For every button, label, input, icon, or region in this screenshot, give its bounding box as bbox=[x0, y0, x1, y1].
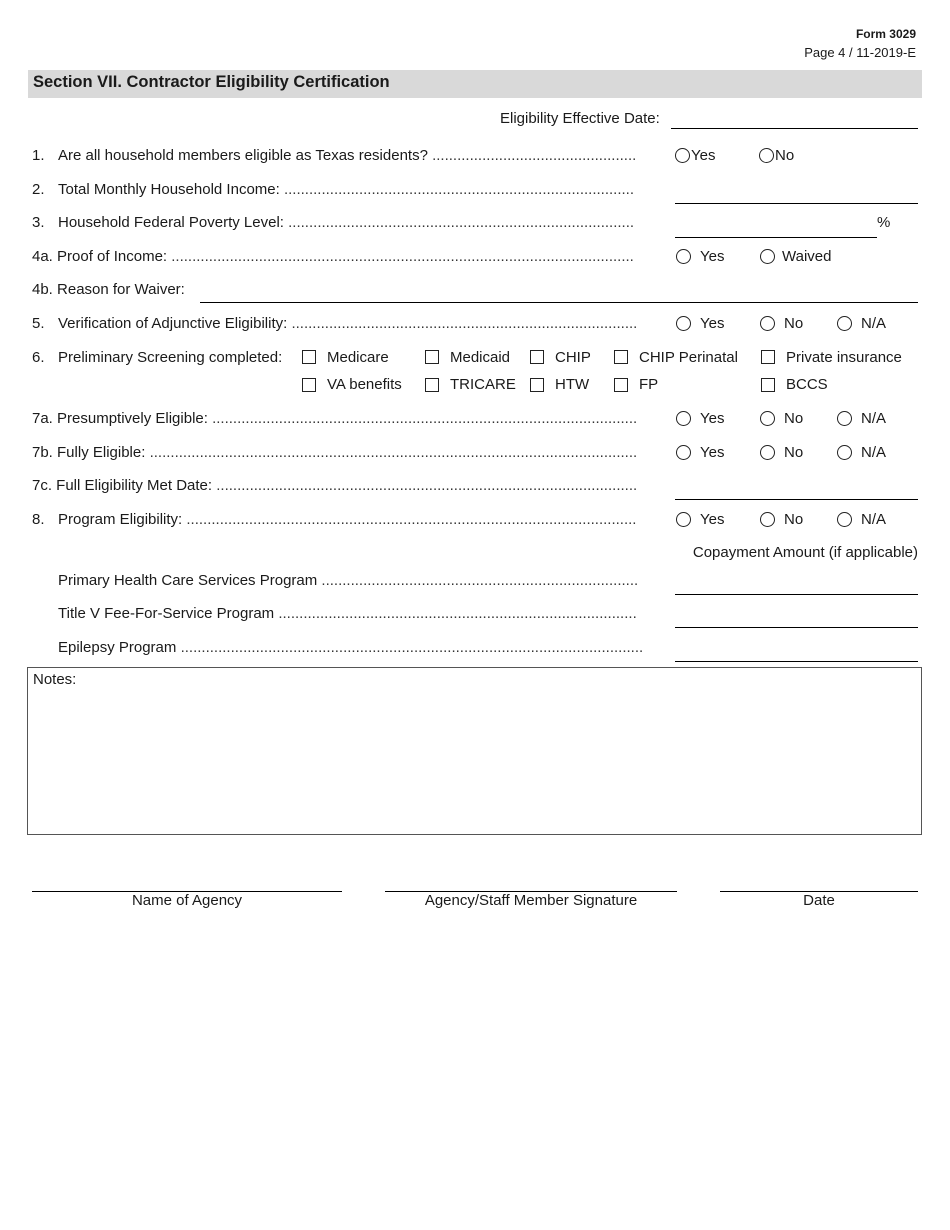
q6-fp-checkbox[interactable] bbox=[614, 378, 628, 392]
q7b-leader-dots: ..................................................................................................................... bbox=[149, 444, 638, 461]
q6-tricare-label: TRICARE bbox=[450, 376, 516, 393]
q6-bccs-checkbox[interactable] bbox=[761, 378, 775, 392]
q7a-leader-dots: ...................................................................................................... bbox=[212, 410, 638, 427]
q6-chip-perinatal-checkbox[interactable] bbox=[614, 350, 628, 364]
q5-label bbox=[58, 315, 664, 332]
program-epilepsy-copay-field[interactable] bbox=[675, 661, 918, 662]
program-title-v-dots: ...................................................................................... bbox=[278, 605, 637, 622]
q7c-label bbox=[32, 477, 664, 494]
q6-va-benefits-label: VA benefits bbox=[327, 376, 402, 393]
q7b-label bbox=[32, 444, 664, 461]
q2-number: 2. bbox=[32, 181, 45, 198]
q3-leader-dots: ................................................................................... bbox=[288, 214, 635, 231]
q4a-yes-radio[interactable] bbox=[676, 249, 691, 264]
q6-private-insurance-label: Private insurance bbox=[786, 349, 902, 366]
q7a-label bbox=[32, 410, 664, 427]
q8-yes-radio[interactable] bbox=[676, 512, 691, 527]
q5-leader-dots: ................................................................................... bbox=[291, 315, 638, 332]
q8-leader-dots: ............................................................................................................ bbox=[186, 511, 637, 528]
q8-yes-label: Yes bbox=[700, 511, 725, 528]
q7b-na-label: N/A bbox=[861, 444, 887, 461]
q6-chip-label: CHIP bbox=[555, 349, 591, 366]
q1-yes-radio[interactable] bbox=[675, 148, 690, 163]
q8-na-radio[interactable] bbox=[837, 512, 852, 527]
q7a-yes-radio[interactable] bbox=[676, 411, 691, 426]
q2-label-text: Total Monthly Household Income: bbox=[58, 181, 284, 198]
q8-no-label: No bbox=[784, 511, 804, 528]
page-info: Page 4 / 11-2019-E bbox=[804, 45, 916, 60]
notes-field[interactable] bbox=[27, 667, 922, 835]
effective-date-label: Eligibility Effective Date: bbox=[500, 110, 660, 127]
q4a-yes-label: Yes bbox=[700, 248, 725, 265]
q6-medicaid-checkbox[interactable] bbox=[425, 350, 439, 364]
program-epilepsy-text: Epilepsy Program bbox=[58, 639, 181, 656]
program-primary-health-text: Primary Health Care Services Program bbox=[58, 572, 322, 589]
staff-signature-label: Agency/Staff Member Signature bbox=[424, 892, 638, 909]
q7b-yes-radio[interactable] bbox=[676, 445, 691, 460]
q6-medicare-label: Medicare bbox=[327, 349, 389, 366]
q6-tricare-checkbox[interactable] bbox=[425, 378, 439, 392]
q3-fpl-field[interactable] bbox=[675, 237, 877, 238]
q6-private-insurance-checkbox[interactable] bbox=[761, 350, 775, 364]
q2-income-field[interactable] bbox=[675, 203, 918, 204]
q1-number: 1. bbox=[32, 147, 45, 164]
q7a-yes-label: Yes bbox=[700, 410, 725, 427]
q6-number: 6. bbox=[32, 349, 45, 366]
q4a-waived-radio[interactable] bbox=[760, 249, 775, 264]
program-epilepsy-dots: ............................................................................................................... bbox=[180, 639, 644, 656]
copay-header: Copayment Amount (if applicable) bbox=[692, 544, 918, 561]
q6-htw-checkbox[interactable] bbox=[530, 378, 544, 392]
q3-label-text: Household Federal Poverty Level: bbox=[58, 214, 289, 231]
q6-chip-perinatal-label: CHIP Perinatal bbox=[639, 349, 738, 366]
notes-label: Notes: bbox=[33, 671, 77, 688]
q7a-na-label: N/A bbox=[861, 410, 887, 427]
q7a-no-label: No bbox=[784, 410, 804, 427]
q4a-waived-label: Waived bbox=[782, 248, 832, 265]
program-primary-health-label bbox=[58, 572, 664, 589]
q7c-date-field[interactable] bbox=[675, 499, 918, 500]
q4a-leader-dots: ............................................................................................................... bbox=[171, 248, 634, 265]
q8-na-label: N/A bbox=[861, 511, 887, 528]
q8-no-radio[interactable] bbox=[760, 512, 775, 527]
program-epilepsy-label bbox=[58, 639, 664, 656]
q5-no-radio[interactable] bbox=[760, 316, 775, 331]
section-title: Section VII. Contractor Eligibility Certification bbox=[33, 73, 390, 91]
q3-label bbox=[58, 214, 664, 231]
q6-label: Preliminary Screening completed: bbox=[58, 349, 283, 366]
q8-number: 8. bbox=[32, 511, 45, 528]
q3-percent-sign: % bbox=[877, 214, 891, 231]
q6-bccs-label: BCCS bbox=[786, 376, 828, 393]
q6-fp-label: FP bbox=[639, 376, 659, 393]
q7a-na-radio[interactable] bbox=[837, 411, 852, 426]
signature-date-label: Date bbox=[803, 892, 835, 909]
q5-yes-radio[interactable] bbox=[676, 316, 691, 331]
effective-date-field[interactable] bbox=[671, 128, 918, 129]
q4b-label: 4b. Reason for Waiver: bbox=[32, 281, 185, 298]
program-primary-health-copay-field[interactable] bbox=[675, 594, 918, 595]
q1-no-radio[interactable] bbox=[759, 148, 774, 163]
q1-label-text: Are all household members eligible as Texas residents? bbox=[58, 147, 433, 164]
q6-chip-checkbox[interactable] bbox=[530, 350, 544, 364]
q6-medicare-checkbox[interactable] bbox=[302, 350, 316, 364]
q5-label-text: Verification of Adjunctive Eligibility: bbox=[58, 315, 292, 332]
q5-no-label: No bbox=[784, 315, 804, 332]
q5-yes-label: Yes bbox=[700, 315, 725, 332]
q1-leader-dots: ................................................. bbox=[432, 147, 637, 164]
q5-na-label: N/A bbox=[861, 315, 887, 332]
q8-label-text: Program Eligibility: bbox=[58, 511, 187, 528]
q5-na-radio[interactable] bbox=[837, 316, 852, 331]
q7c-label-text: 7c. Full Eligibility Met Date: bbox=[32, 477, 217, 494]
program-primary-health-dots: ............................................................................ bbox=[321, 572, 639, 589]
agency-name-label: Name of Agency bbox=[131, 892, 243, 909]
q7b-na-radio[interactable] bbox=[837, 445, 852, 460]
q6-medicaid-label: Medicaid bbox=[450, 349, 511, 366]
q7b-label-text: 7b. Fully Eligible: bbox=[32, 444, 150, 461]
q7b-no-radio[interactable] bbox=[760, 445, 775, 460]
q6-htw-label: HTW bbox=[555, 376, 590, 393]
q7b-yes-label: Yes bbox=[700, 444, 725, 461]
program-title-v-text: Title V Fee-For-Service Program bbox=[58, 605, 279, 622]
q1-yes-label: Yes bbox=[691, 147, 716, 164]
q6-va-benefits-checkbox[interactable] bbox=[302, 378, 316, 392]
form-number: Form 3029 bbox=[855, 27, 916, 41]
q1-no-label: No bbox=[775, 147, 795, 164]
q4a-label bbox=[32, 248, 664, 265]
q2-label bbox=[58, 181, 664, 198]
q7a-label-text: 7a. Presumptively Eligible: bbox=[32, 410, 213, 427]
q4b-reason-field[interactable] bbox=[200, 302, 918, 303]
program-title-v-label bbox=[58, 605, 664, 622]
q2-leader-dots: .................................................................................... bbox=[283, 181, 635, 198]
q7b-no-label: No bbox=[784, 444, 804, 461]
q7a-no-radio[interactable] bbox=[760, 411, 775, 426]
q1-label bbox=[58, 147, 664, 164]
q8-label bbox=[58, 511, 664, 528]
q3-number: 3. bbox=[32, 214, 45, 231]
program-title-v-copay-field[interactable] bbox=[675, 627, 918, 628]
q7c-leader-dots: ..................................................................................................... bbox=[216, 477, 638, 494]
q5-number: 5. bbox=[32, 315, 45, 332]
q4a-label-text: 4a. Proof of Income: bbox=[32, 248, 172, 265]
